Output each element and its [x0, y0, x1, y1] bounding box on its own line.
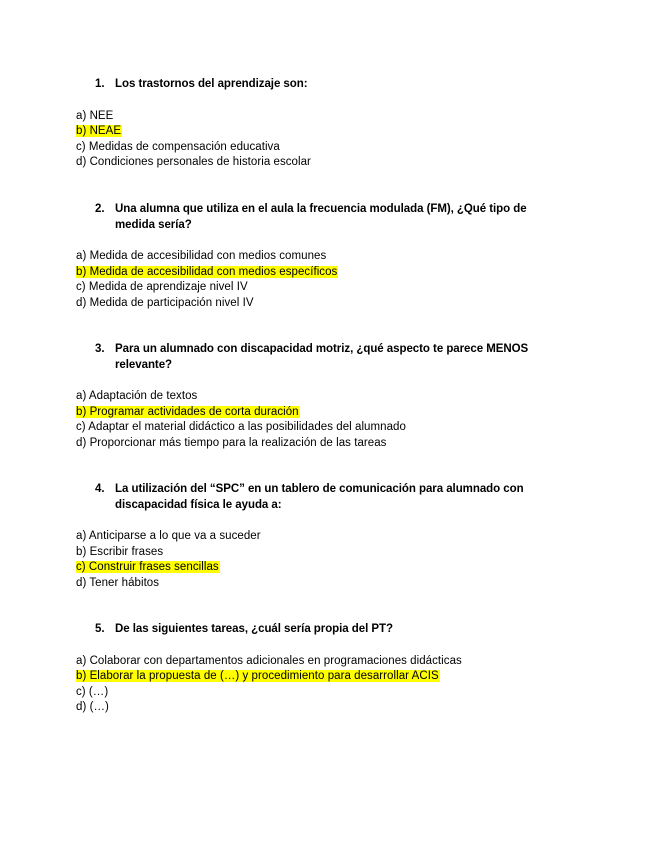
option-a: a) Colaborar con departamentos adicionales en programaciones didácticas [76, 654, 462, 667]
option-a: a) NEE [76, 109, 114, 122]
option-d: d) Tener hábitos [76, 576, 160, 589]
option-list [0, 529, 655, 591]
option-a: a) Medida de accesibilidad con medios comunes [76, 250, 327, 262]
option-list [0, 109, 655, 171]
option-d: d) Proporcionar más tiempo para la realización de las tareas [76, 436, 387, 449]
option-b-highlighted: b) Programar actividades de corta duración [76, 405, 299, 418]
option-c: c) (…) [76, 685, 109, 698]
question-title [0, 202, 655, 233]
question-1 [0, 77, 655, 171]
option-list [0, 654, 655, 716]
question-title [0, 77, 655, 93]
question-number: 5. [95, 623, 105, 635]
question-number: 2. [95, 203, 105, 215]
option-c: c) Adaptar el material didáctico a las posibilidades del alumnado [76, 421, 406, 434]
question-text: Los trastornos del aprendizaje son: [115, 78, 308, 90]
question-title [0, 482, 655, 513]
option-list [0, 249, 655, 311]
question-text: Una alumna que utiliza en el aula la frecuencia modulada (FM), ¿Qué tipo de medida sería? [115, 203, 527, 231]
question-title [0, 342, 655, 373]
option-a: a) Anticiparse a lo que va a suceder [76, 530, 261, 542]
option-c: c) Medidas de compensación educativa [76, 140, 280, 153]
question-4 [0, 482, 655, 591]
option-list [0, 389, 655, 451]
question-title [0, 622, 655, 638]
option-d: d) Condiciones personales de historia escolar [76, 156, 311, 169]
option-b-highlighted: b) Elaborar la propuesta de (…) y procedimiento para desarrollar ACIS [76, 670, 439, 683]
option-b: b) Escribir frases [76, 545, 164, 558]
option-d: d) Medida de participación nivel IV [76, 296, 254, 309]
question-5 [0, 622, 655, 716]
question-text: Para un alumnado con discapacidad motriz, ¿qué aspecto te parece MENOS relevante? [115, 343, 529, 371]
option-d: d) (…) [76, 701, 109, 714]
option-c: c) Medida de aprendizaje nivel IV [76, 281, 248, 294]
question-text: De las siguientes tareas, ¿cuál sería propia del PT? [115, 623, 393, 635]
question-number: 1. [95, 78, 105, 90]
question-2 [0, 202, 655, 311]
option-a: a) Adaptación de textos [76, 390, 198, 402]
option-c-highlighted: c) Construir frases sencillas [76, 561, 219, 574]
question-number: 4. [95, 483, 105, 495]
option-b-highlighted: b) Medida de accesibilidad con medios específicos [76, 265, 338, 278]
option-b-highlighted: b) NEAE [76, 125, 122, 138]
question-text: La utilización del “SPC” en un tablero de comunicación para alumnado con discapacidad física le ayuda a: [115, 483, 524, 511]
question-3 [0, 342, 655, 451]
question-number: 3. [95, 343, 105, 355]
